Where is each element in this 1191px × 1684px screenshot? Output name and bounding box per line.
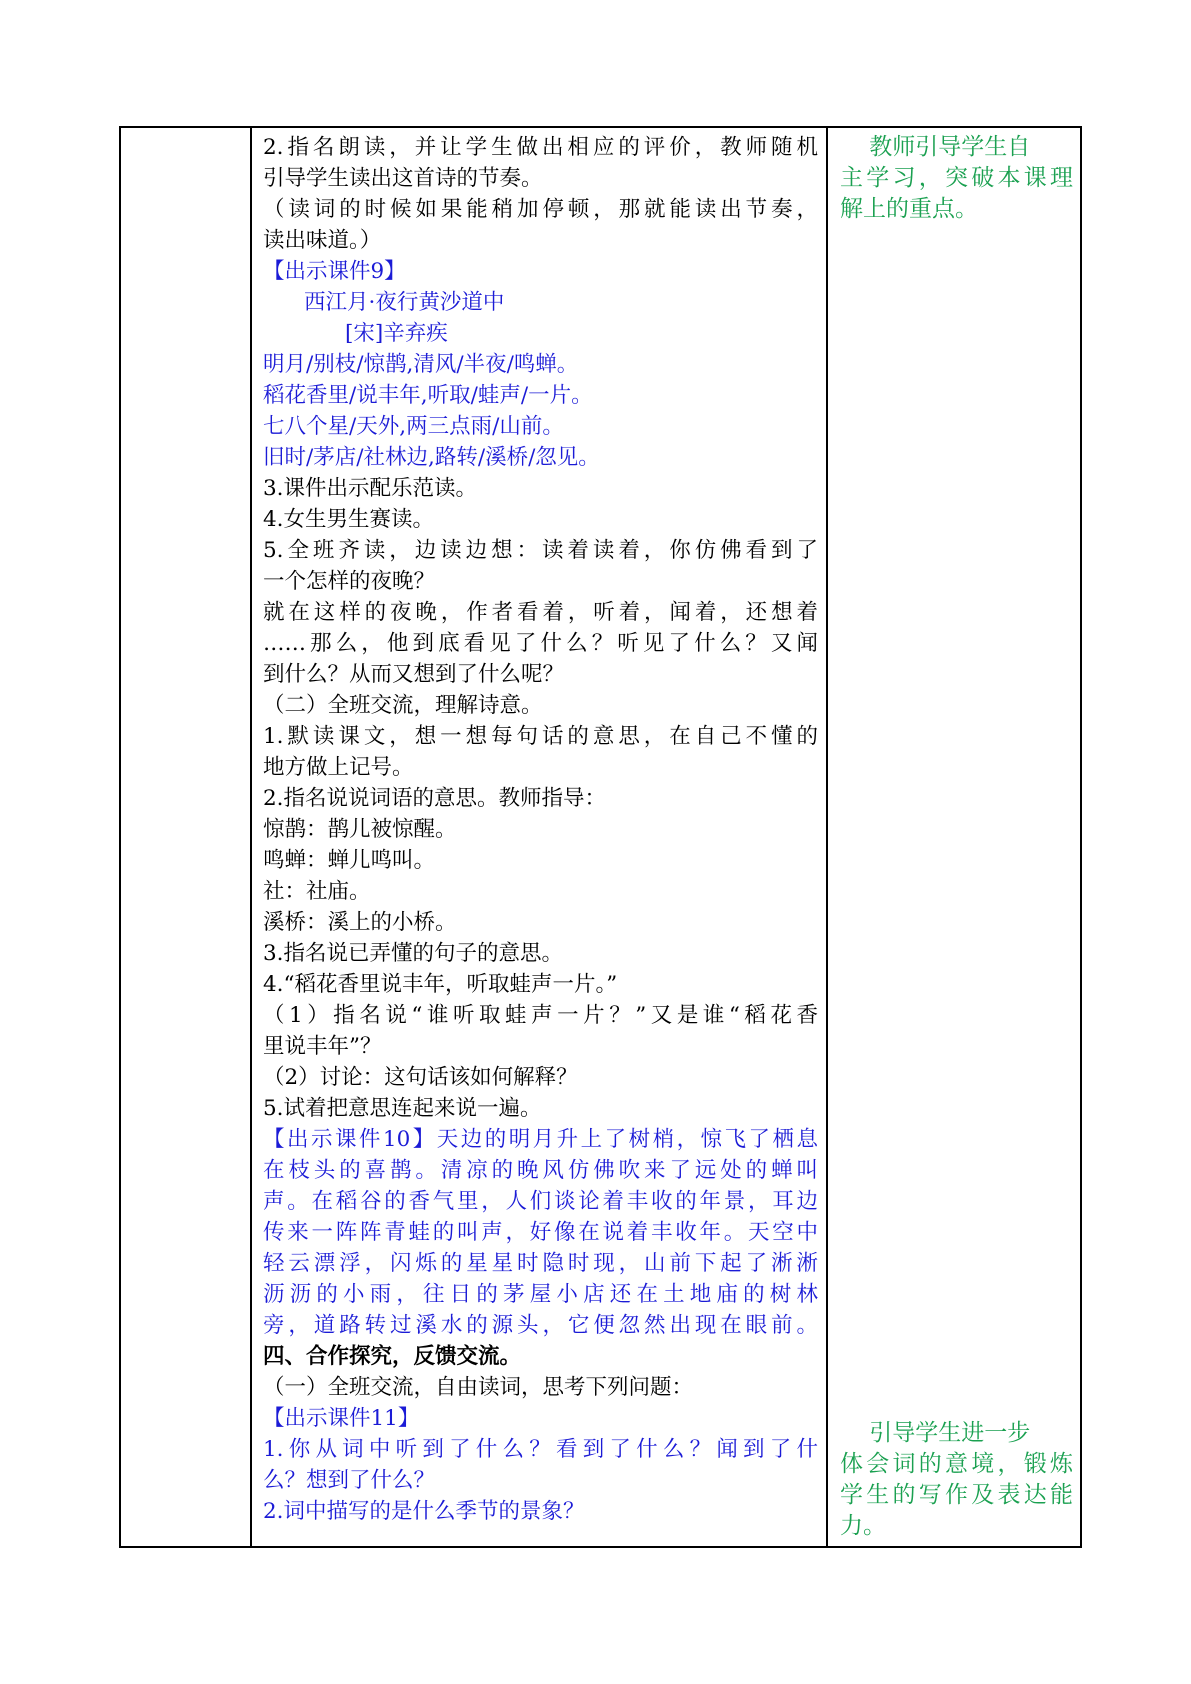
process-line: 2.指名朗读，并让学生做出相应的评价，教师随机 xyxy=(263,135,818,160)
process-line: 就在这样的夜晚，作者看着，听着，闻着，还想着 xyxy=(263,600,818,625)
process-line: （读词的时候如果能稍加停顿，那就能读出节奏， xyxy=(263,197,818,222)
process-line: 旁，道路转过溪水的源头，它便忽然出现在眼前。 xyxy=(263,1313,818,1338)
note-line: 解上的重点。 xyxy=(840,196,978,222)
process-line: 沥沥的小雨，往日的茅屋小店还在土地庙的树林 xyxy=(263,1282,818,1307)
note-line: 引导学生进一步 xyxy=(840,1420,1031,1446)
process-line: 2.词中描写的是什么季节的景象？ xyxy=(263,1499,585,1524)
process-line: （2）讨论：这句话该如何解释？ xyxy=(263,1065,578,1090)
process-line: 一个怎样的夜晚？ xyxy=(263,569,436,594)
note-spacer xyxy=(840,225,1074,1418)
note-line: 教师引导学生自 xyxy=(840,134,1031,160)
process-line: 惊鹊：鹊儿被惊醒。 xyxy=(263,817,457,842)
process-line: 5.试着把意思连起来说一遍。 xyxy=(263,1096,542,1121)
process-line: 4.“稻花香里说丰年，听取蛙声一片。” xyxy=(263,972,618,997)
process-line: 1.你从词中听到了什么？看到了什么？闻到了什 xyxy=(263,1437,818,1462)
process-line: 传来一阵阵青蛙的叫声，好像在说着丰收年。天空中 xyxy=(263,1220,818,1245)
process-line: （二）全班交流，理解诗意。 xyxy=(263,693,543,718)
process-line: 七八个星/天外,两三点雨/山前。 xyxy=(263,414,564,439)
design-note-1 xyxy=(840,132,1074,225)
process-line: 溪桥：溪上的小桥。 xyxy=(263,910,457,935)
process-line: 地方做上记号。 xyxy=(263,755,414,780)
note-line: 体会词的意境，锻炼 xyxy=(840,1451,1074,1477)
process-line: （一）全班交流，自由读词，思考下列问题： xyxy=(263,1375,694,1400)
design-notes-column xyxy=(828,128,1080,1546)
process-line: 四、合作探究，反馈交流。 xyxy=(263,1344,522,1369)
process-line: 【出示课件11】 xyxy=(263,1406,420,1431)
process-line: 西江月·夜行黄沙道中 xyxy=(263,290,505,315)
process-line: 1.默读课文，想一想每句话的意思，在自己不懂的 xyxy=(263,724,818,749)
process-line: 【出示课件10】天边的明月升上了树梢，惊飞了栖息 xyxy=(263,1127,818,1152)
note-line: 学生的写作及表达能 xyxy=(840,1482,1074,1508)
process-line: 么？想到了什么？ xyxy=(263,1468,436,1493)
process-line: 社：社庙。 xyxy=(263,879,371,904)
process-line: 声。在稻谷的香气里，人们谈论着丰收的年景，耳边 xyxy=(263,1189,818,1214)
process-line: 明月/别枝/惊鹊,清风/半夜/鸣蝉。 xyxy=(263,352,579,377)
process-line: 3.指名说已弄懂的句子的意思。 xyxy=(263,941,564,966)
note-line: 主学习，突破本课理 xyxy=(840,165,1074,191)
teaching-process-column xyxy=(252,128,828,1546)
process-line: 鸣蝉：蝉儿鸣叫。 xyxy=(263,848,436,873)
process-line: [宋]辛弃疾 xyxy=(263,321,448,346)
process-line: （1）指名说“谁听取蛙声一片？”又是谁“稻花香 xyxy=(263,1003,818,1028)
design-note-2 xyxy=(840,1418,1074,1542)
note-line: 力。 xyxy=(840,1513,886,1539)
process-line: 2.指名说说词语的意思。教师指导： xyxy=(263,786,607,811)
process-line: 引导学生读出这首诗的节奏。 xyxy=(263,166,543,191)
process-line: 里说丰年”？ xyxy=(263,1034,382,1059)
process-line: ……那么，他到底看见了什么？听见了什么？又闻 xyxy=(263,631,818,656)
process-line: 5.全班齐读，边读边想：读着读着，你仿佛看到了 xyxy=(263,538,818,563)
process-line: 在枝头的喜鹊。清凉的晚风仿佛吹来了远处的蝉叫 xyxy=(263,1158,818,1183)
process-line: 到什么？从而又想到了什么呢？ xyxy=(263,662,565,687)
process-line: 3.课件出示配乐范读。 xyxy=(263,476,478,501)
process-line: 旧时/茅店/社林边,路转/溪桥/忽见。 xyxy=(263,445,600,470)
process-line: 读出味道。） xyxy=(263,228,382,253)
process-line: 轻云漂浮，闪烁的星星时隐时现，山前下起了淅淅 xyxy=(263,1251,818,1276)
process-line: 4.女生男生赛读。 xyxy=(263,507,435,532)
process-line: 稻花香里/说丰年,听取/蛙声/一片。 xyxy=(263,383,593,408)
stage-column xyxy=(121,128,252,1546)
lesson-plan-table xyxy=(119,126,1082,1548)
process-line: 【出示课件9】 xyxy=(263,259,406,284)
